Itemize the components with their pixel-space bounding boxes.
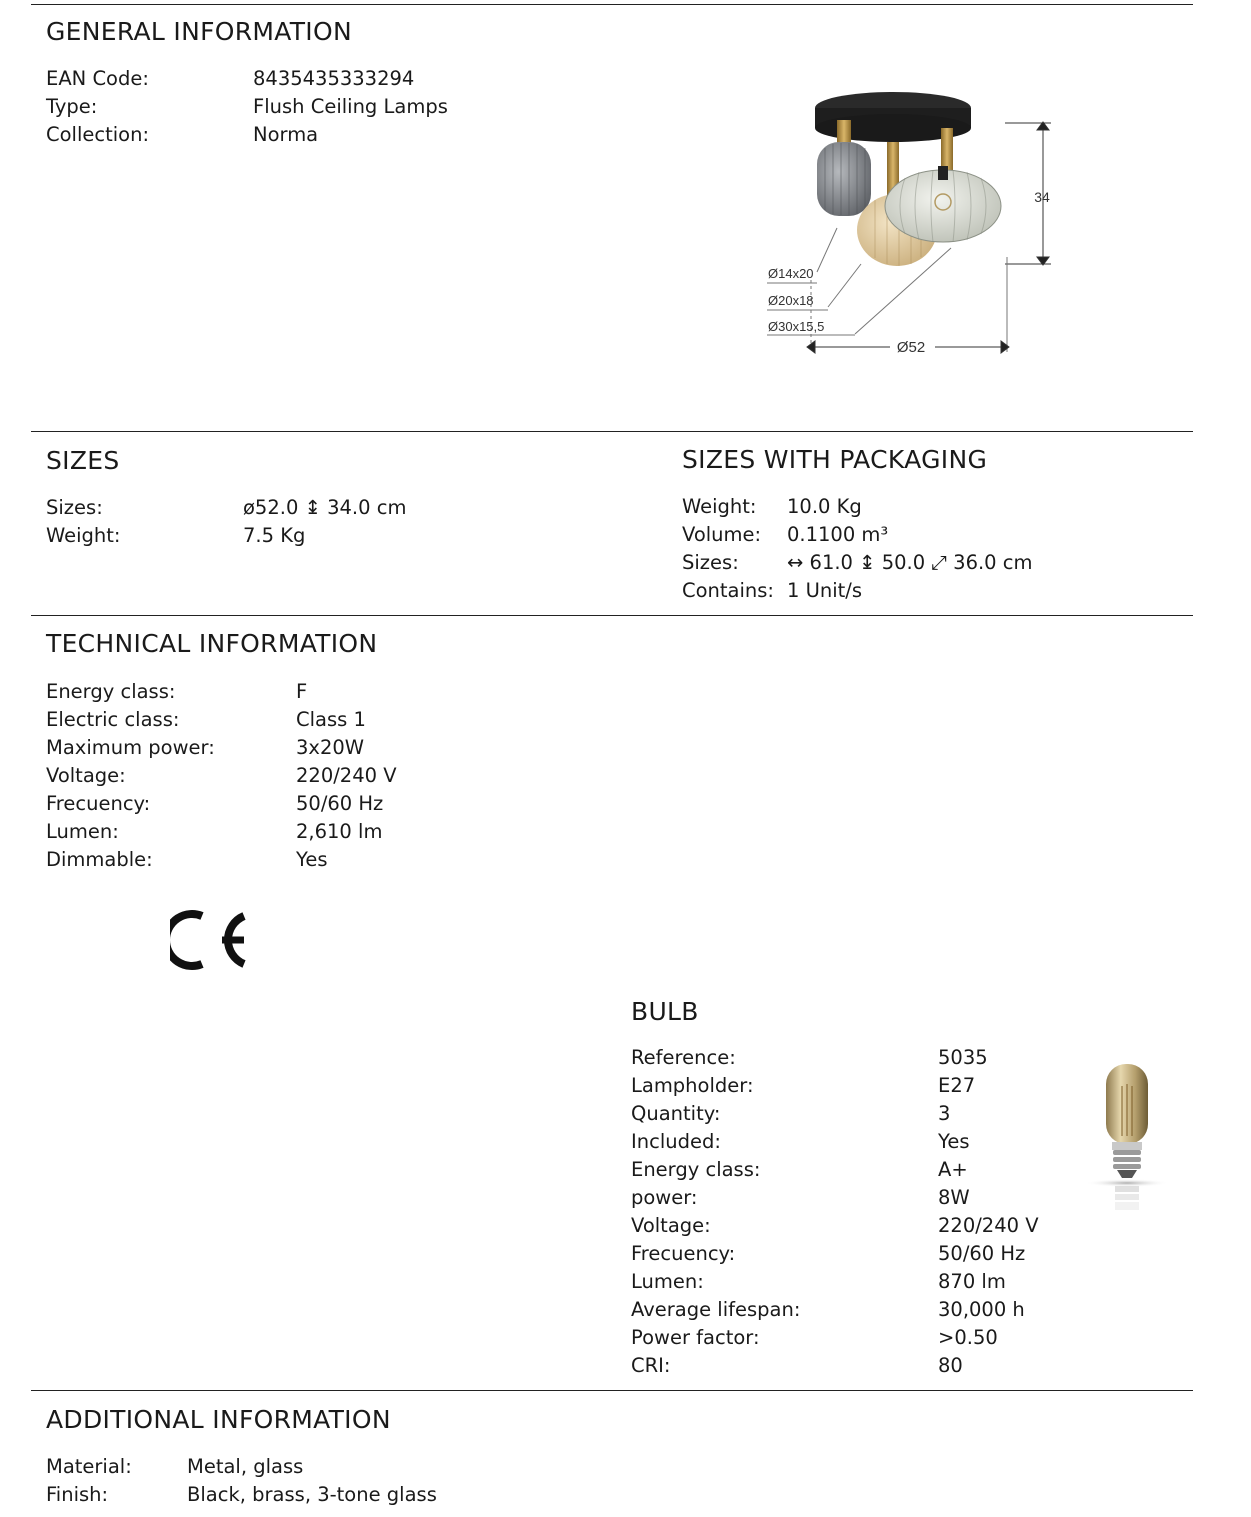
packaging-weight-label: Weight: (682, 495, 757, 518)
shade-1-label: Ø14x20 (768, 266, 814, 281)
general-information-title: GENERAL INFORMATION (46, 17, 352, 46)
general-label: Type: (46, 95, 98, 118)
bulb-value: 5035 (938, 1046, 988, 1069)
technical-label: Dimmable: (46, 848, 153, 871)
smoke-glass-shade (817, 142, 871, 216)
technical-label: Electric class: (46, 708, 180, 731)
vertical-arrow-icon: ↨ (859, 551, 876, 574)
weight-label: Weight: (46, 524, 121, 547)
bulb-value: 8W (938, 1186, 970, 1209)
sizes-label: Sizes: (46, 496, 103, 519)
packaging-title: SIZES WITH PACKAGING (682, 445, 988, 474)
bulb-value: 220/240 V (938, 1214, 1039, 1237)
packaging-volume-label: Volume: (682, 523, 762, 546)
packaging-sizes-width: 61.0 (809, 551, 853, 574)
additional-label: Finish: (46, 1483, 109, 1506)
sizes-title: SIZES (46, 446, 120, 475)
bulb-label: Energy class: (631, 1158, 761, 1181)
bulb-value: 3 (938, 1102, 951, 1125)
clear-glass-shade (885, 166, 1001, 242)
general-value: Flush Ceiling Lamps (253, 95, 448, 118)
technical-value: F (296, 680, 308, 703)
technical-value: 2,610 lm (296, 820, 383, 843)
sizes-diameter: ø52.0 (243, 496, 299, 519)
packaging-volume-value: 0.1100 m³ (787, 523, 889, 546)
sizes-height: 34.0 cm (327, 496, 407, 519)
shade-2-label: Ø20x18 (768, 293, 814, 308)
divider-additional (31, 1390, 1193, 1391)
additional-value: Metal, glass (187, 1455, 304, 1478)
bulb-value: Yes (938, 1130, 970, 1153)
technical-label: Energy class: (46, 680, 176, 703)
general-value: 8435435333294 (253, 67, 415, 90)
bulb-value: 80 (938, 1354, 963, 1377)
technical-label: Voltage: (46, 764, 126, 787)
bulb-title: BULB (631, 997, 699, 1026)
bulb-value: 50/60 Hz (938, 1242, 1026, 1265)
additional-value: Black, brass, 3-tone glass (187, 1483, 437, 1506)
bulb-value: 870 lm (938, 1270, 1006, 1293)
diameter-label: Ø52 (896, 339, 926, 356)
packaging-sizes-height: 50.0 (881, 551, 926, 574)
packaging-sizes-value (787, 551, 1033, 574)
bulb-label: Reference: (631, 1046, 736, 1069)
bulb-label: Lampholder: (631, 1074, 754, 1097)
bulb-value: A+ (938, 1158, 968, 1181)
bulb-label: Frecuency: (631, 1242, 736, 1265)
bulb-value: E27 (938, 1074, 976, 1097)
weight-value: 7.5 Kg (243, 524, 306, 547)
technical-label: Lumen: (46, 820, 119, 843)
bulb-label: Included: (631, 1130, 721, 1153)
packaging-sizes-label: Sizes: (682, 551, 739, 574)
bulb-label: Average lifespan: (631, 1298, 801, 1321)
general-value: Norma (253, 123, 319, 146)
packaging-sizes-depth: 36.0 cm (953, 551, 1033, 574)
packaging-contains-value: 1 Unit/s (787, 579, 863, 602)
technical-value: 50/60 Hz (296, 792, 384, 815)
bulb-label: Voltage: (631, 1214, 711, 1237)
technical-information-title: TECHNICAL INFORMATION (46, 629, 378, 658)
technical-value: Class 1 (296, 708, 366, 731)
bulb-label: CRI: (631, 1354, 671, 1377)
packaging-contains-label: Contains: (682, 579, 775, 602)
bulb-label: power: (631, 1186, 698, 1209)
divider-technical (31, 615, 1193, 616)
divider-sizes (31, 431, 1193, 432)
divider-top (31, 4, 1193, 5)
additional-information-title: ADDITIONAL INFORMATION (46, 1405, 391, 1434)
horizontal-arrow-icon: ↔ (787, 551, 804, 574)
bulb-label: Power factor: (631, 1326, 760, 1349)
diagonal-arrow-icon: ⤢ (931, 551, 947, 574)
technical-value: 3x20W (296, 736, 365, 759)
technical-value: 220/240 V (296, 764, 397, 787)
bulb-value: 30,000 h (938, 1298, 1025, 1321)
additional-label: Material: (46, 1455, 132, 1478)
bulb-image (1082, 1062, 1172, 1217)
general-label: EAN Code: (46, 67, 149, 90)
technical-label: Maximum power: (46, 736, 215, 759)
general-label: Collection: (46, 123, 150, 146)
bulb-label: Quantity: (631, 1102, 721, 1125)
packaging-weight-value: 10.0 Kg (787, 495, 862, 518)
shade-3-label: Ø30x15,5 (768, 319, 825, 334)
sizes-value (243, 496, 406, 519)
bulb-label: Lumen: (631, 1270, 704, 1293)
height-label: 34 (1034, 189, 1050, 205)
ce-mark-icon (170, 908, 250, 972)
technical-value: Yes (296, 848, 328, 871)
product-diagram (755, 82, 1065, 372)
technical-label: Frecuency: (46, 792, 151, 815)
bulb-value: >0.50 (938, 1326, 998, 1349)
vertical-arrow-icon: ↨ (304, 496, 321, 519)
